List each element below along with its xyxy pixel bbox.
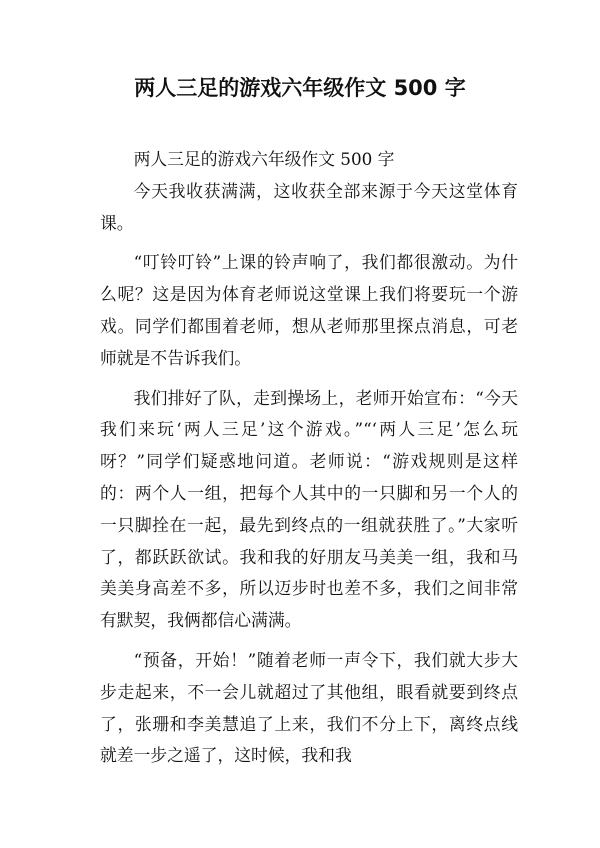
paragraph-race: “预备，开始！”随着老师一声令下，我们就大步大步走起来，不一会儿就超过了其他组，眼看就要到终点了，张珊和李美慧追了上来，我们不分上下，离终点线就差一步之遥了，这时候，我和我: [100, 649, 518, 766]
paragraph-intro: 今天我收获满满，这收获全部来源于今天这堂体育课。: [100, 180, 518, 233]
paragraph-bell: “叮铃叮铃”上课的铃声响了，我们都很激动。为什么呢？这是因为体育老师说这堂课上我们将要玩一个游戏。同学们都围着老师，想从老师那里探点消息，可老师就是不告诉我们。: [100, 252, 518, 368]
document-title: 两人三足的游戏六年级作文 500 字: [134, 76, 466, 100]
paragraph-rules: 我们排好了队，走到操场上，老师开始宣布：“今天我们来玩‘两人三足’这个游戏。”“‘两人三足’怎么玩呀？”同学们疑惑地问道。老师说：“游戏规则是这样的：两个人一组，把每个人其中的一只脚和另一个人的一只脚拴在一起，最先到终点的一组就获胜了。”大家听了，都跃跃欲试。我和我的好朋友马美美一组，我和马美美身高差不多，所以迈步时也差不多，我们之间非常有默契，我俩都信心满满。: [100, 387, 518, 631]
document-body: [100, 144, 518, 772]
paragraph-subtitle: 两人三足的游戏六年级作文 500 字: [133, 149, 395, 169]
